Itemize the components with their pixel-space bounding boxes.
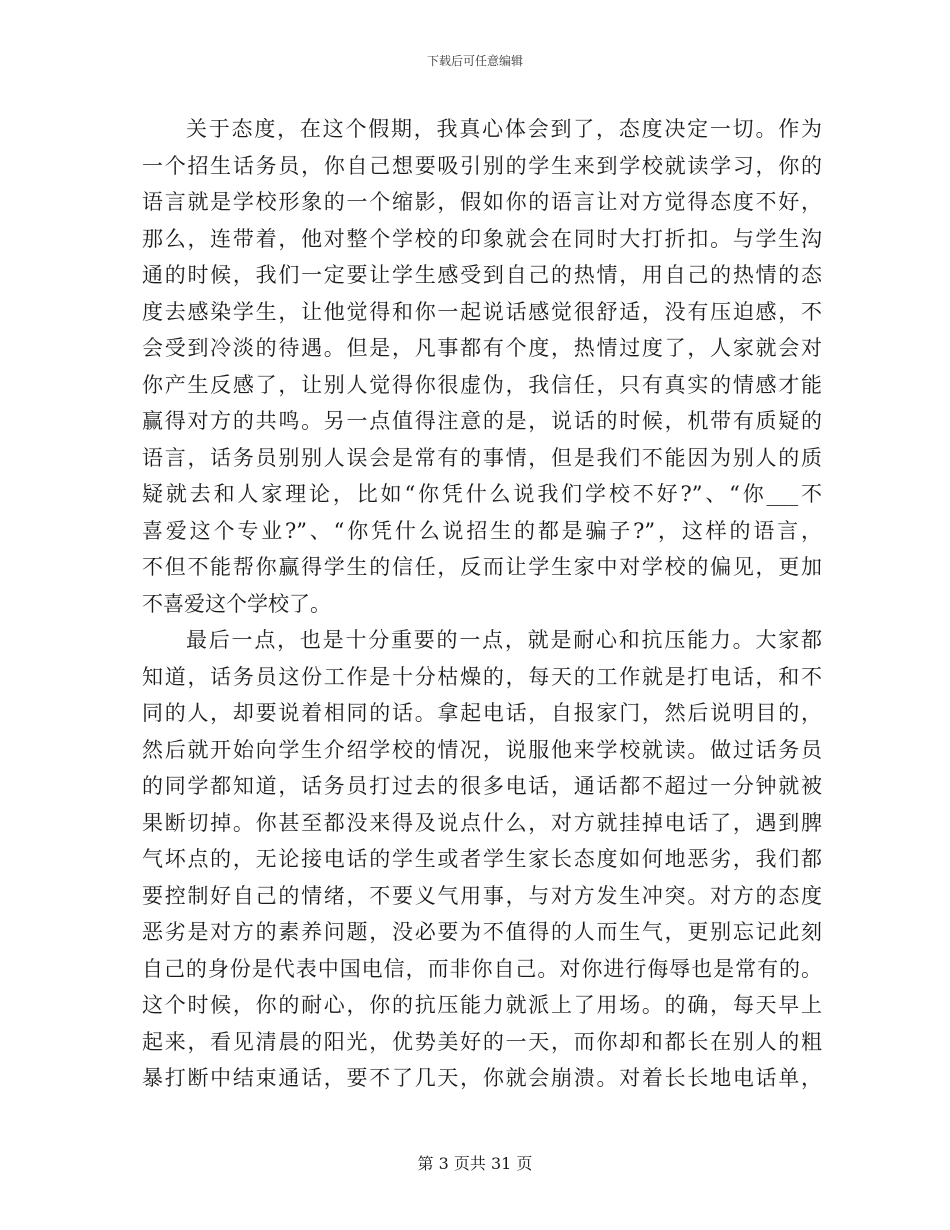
paragraph-2-line-9: 恶劣是对方的素养问题，没必要为不值得的人而生气，更别忘记此刻 — [142, 920, 822, 944]
paragraph-2-line-10: 自己的身份是代表中国电信，而非你自己。对你进行侮辱也是常有的。 — [142, 956, 822, 981]
paragraph-1-line-10: 语言，话务员别别人误会是常有的事情，但是我们不能因为别人的质 — [142, 445, 822, 470]
paragraph-1-line-1: 关于态度，在这个假期，我真心体会到了，态度决定一切。作为 — [186, 117, 822, 141]
paragraph-1-line-11: 疑就去和人家理论，比如“你凭什么说我们学校不好?”、“你___不 — [142, 482, 822, 506]
paragraph-2-line-6: 果断切掉。你甚至都没来得及说点什么，对方就挂掉电话了，遇到脾 — [142, 810, 822, 835]
paragraph-2-line-4: 然后就开始向学生介绍学校的情况，说服他来学校就读。做过话务员 — [142, 737, 822, 762]
paragraph-2-line-5: 的同学都知道，话务员打过去的很多电话，通话都不超过一分钟就被 — [142, 774, 822, 798]
paragraph-2-line-12: 起来，看见清晨的阳光，优势美好的一天，而你却和都长在别人的粗 — [142, 1029, 822, 1054]
paragraph-1-line-13: 不但不能帮你赢得学生的信任，反而让学生家中对学校的偏见，更加 — [142, 555, 822, 579]
page-number: 第 3 页共 31 页 — [417, 1154, 533, 1173]
paragraph-1-line-4: 那么，连带着，他对整个学校的印象就会在同时大打折扣。与学生沟 — [142, 226, 822, 251]
page-header: 下载后可任意编辑 — [426, 54, 523, 68]
paragraph-2-line-1: 最后一点，也是十分重要的一点，就是耐心和抗压能力。大家都 — [186, 628, 822, 652]
paragraph-1-line-5: 通的时候，我们一定要让学生感受到自己的热情，用自己的热情的态 — [142, 263, 822, 287]
paragraph-1-line-9: 赢得对方的共鸣。另一点值得注意的是，说话的时候，机带有质疑的 — [142, 409, 822, 433]
paragraph-1-line-2: 一个招生话务员，你自己想要吸引别的学生来到学校就读学习，你的 — [142, 153, 822, 178]
paragraph-1-line-6: 度去感染学生，让他觉得和你一起说话感觉很舒适，没有压迫感，不 — [142, 299, 822, 324]
paragraph-2-line-7: 气坏点的，无论接电话的学生或者学生家长态度如何地恶劣，我们都 — [142, 847, 822, 871]
paragraph-2-line-3: 同的人，却要说着相同的话。拿起电话，自报家门，然后说明目的， — [142, 701, 822, 725]
document-body — [142, 111, 822, 1097]
paragraph-1-line-7: 会受到冷淡的待遇。但是，凡事都有个度，热情过度了，人家就会对 — [142, 336, 822, 360]
paragraph-1-line-14: 不喜爱这个学校了。 — [142, 591, 331, 616]
paragraph-1-line-12: 喜爱这个专业?”、“你凭什么说招生的都是骗子?”，这样的语言， — [142, 518, 822, 543]
paragraph-2-line-13: 暴打断中结束通话，要不了几天，你就会崩溃。对着长长地电话单， — [142, 1066, 822, 1090]
paragraph-1-line-3: 语言就是学校形象的一个缩影，假如你的语言让对方觉得态度不好， — [142, 190, 822, 214]
paragraph-2-line-2: 知道，话务员这份工作是十分枯燥的，每天的工作就是打电话，和不 — [142, 664, 822, 689]
paragraph-2-line-11: 这个时候，你的耐心，你的抗压能力就派上了用场。的确，每天早上 — [142, 993, 822, 1017]
paragraph-2-line-8: 要控制好自己的情绪，不要义气用事，与对方发生冲突。对方的态度 — [142, 883, 822, 908]
paragraph-1-line-8: 你产生反感了，让别人觉得你很虚伪，我信任，只有真实的情感才能 — [142, 372, 822, 397]
